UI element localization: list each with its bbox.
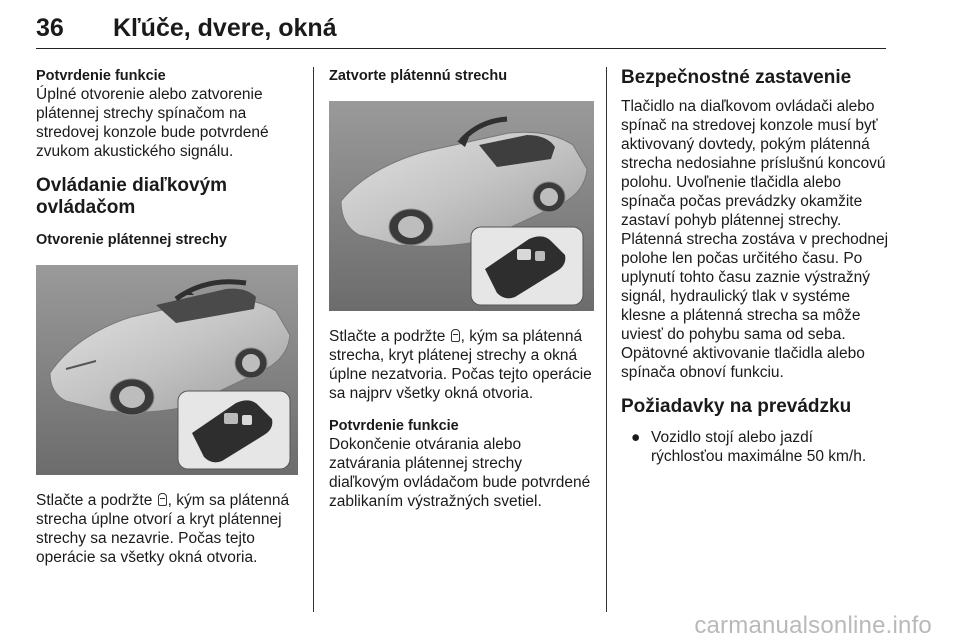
- car-close-roof-illustration: [329, 101, 594, 311]
- column-1: [36, 67, 298, 567]
- safety-stop-heading: Bezpečnostné zastavenie: [621, 67, 852, 88]
- page-title: Kľúče, dvere, okná: [113, 14, 337, 42]
- open-text-part-2: , kým sa plátenná strecha úplne otvorí a kryt plátennej strechy sa nezavrie. Počas tejto operácie sa všetky okná otvoria.: [36, 492, 290, 566]
- close-text-part-1: Stlačte a podržte: [329, 328, 450, 345]
- close-roof-heading: Zatvorte plátennú strechu: [329, 68, 508, 84]
- confirm-heading-1: Potvrdenie funkcie: [36, 68, 166, 84]
- requirement-text: Vozidlo stojí alebo jazdí rýchlosťou maximálne 50 km/h.: [651, 429, 867, 465]
- column-3: [621, 67, 889, 466]
- safety-stop-text: Tlačidlo na diaľkovom ovládači alebo spínač na stredovej konzole musí byť aktivovaný dovtedy, pokým plátenná strecha nedosiahne príslušnú koncovú polohu. Uvoľnenie tlačidla alebo spínača počas prevádzky okamžite zastaví pohyb plátennej strechy. Plátenná strecha zostáva v prechodnej polohe len počas určitého času. Po uplynutí tohto času zaznie výstražný signál, hydraulický tlak v systéme klesne a plátenná strecha sa môže uviesť do pohybu sama od seba. Opätovné aktivovanie tlačidla alebo spínača obnoví funkciu.: [621, 98, 889, 381]
- roof-button-icon: [451, 329, 460, 342]
- close-roof-text: [329, 327, 594, 403]
- open-roof-heading: Otvorenie plátennej strechy: [36, 232, 227, 248]
- roof-button-icon: [158, 493, 167, 506]
- requirements-heading: Požiadavky na prevádzku: [621, 396, 852, 417]
- bullet-icon: ●: [631, 429, 641, 446]
- column-divider-2: [606, 67, 607, 612]
- remote-control-heading: Ovládanie diaľkovým ovládačom: [36, 175, 228, 218]
- column-2: [329, 67, 594, 511]
- open-roof-text: [36, 491, 298, 567]
- close-text-part-2: , kým sa plátenná strecha, kryt plátenej strechy a okná úplne nezatvoria. Počas tejto operácie sa najprv všetky okná otvoria.: [329, 328, 592, 402]
- open-text-part-1: Stlačte a podržte: [36, 492, 157, 509]
- car-open-roof-illustration: [36, 265, 298, 475]
- requirement-item: [621, 428, 889, 466]
- confirm-text-1: Úplné otvorenie alebo zatvorenie plátennej strechy spínačom na stredovej konzole bude potvrdené zvukom akustického signálu.: [36, 86, 269, 160]
- page-header: [36, 10, 886, 49]
- column-divider-1: [313, 67, 314, 612]
- confirm-text-2: Dokončenie otvárania alebo zatvárania plátennej strechy diaľkovým ovládačom bude potvrdené zablikaním výstražných svetiel.: [329, 436, 591, 510]
- watermark: carmanualsonline.info: [694, 612, 932, 639]
- page-number: 36: [36, 14, 64, 42]
- confirm-heading-2: Potvrdenie funkcie: [329, 418, 459, 434]
